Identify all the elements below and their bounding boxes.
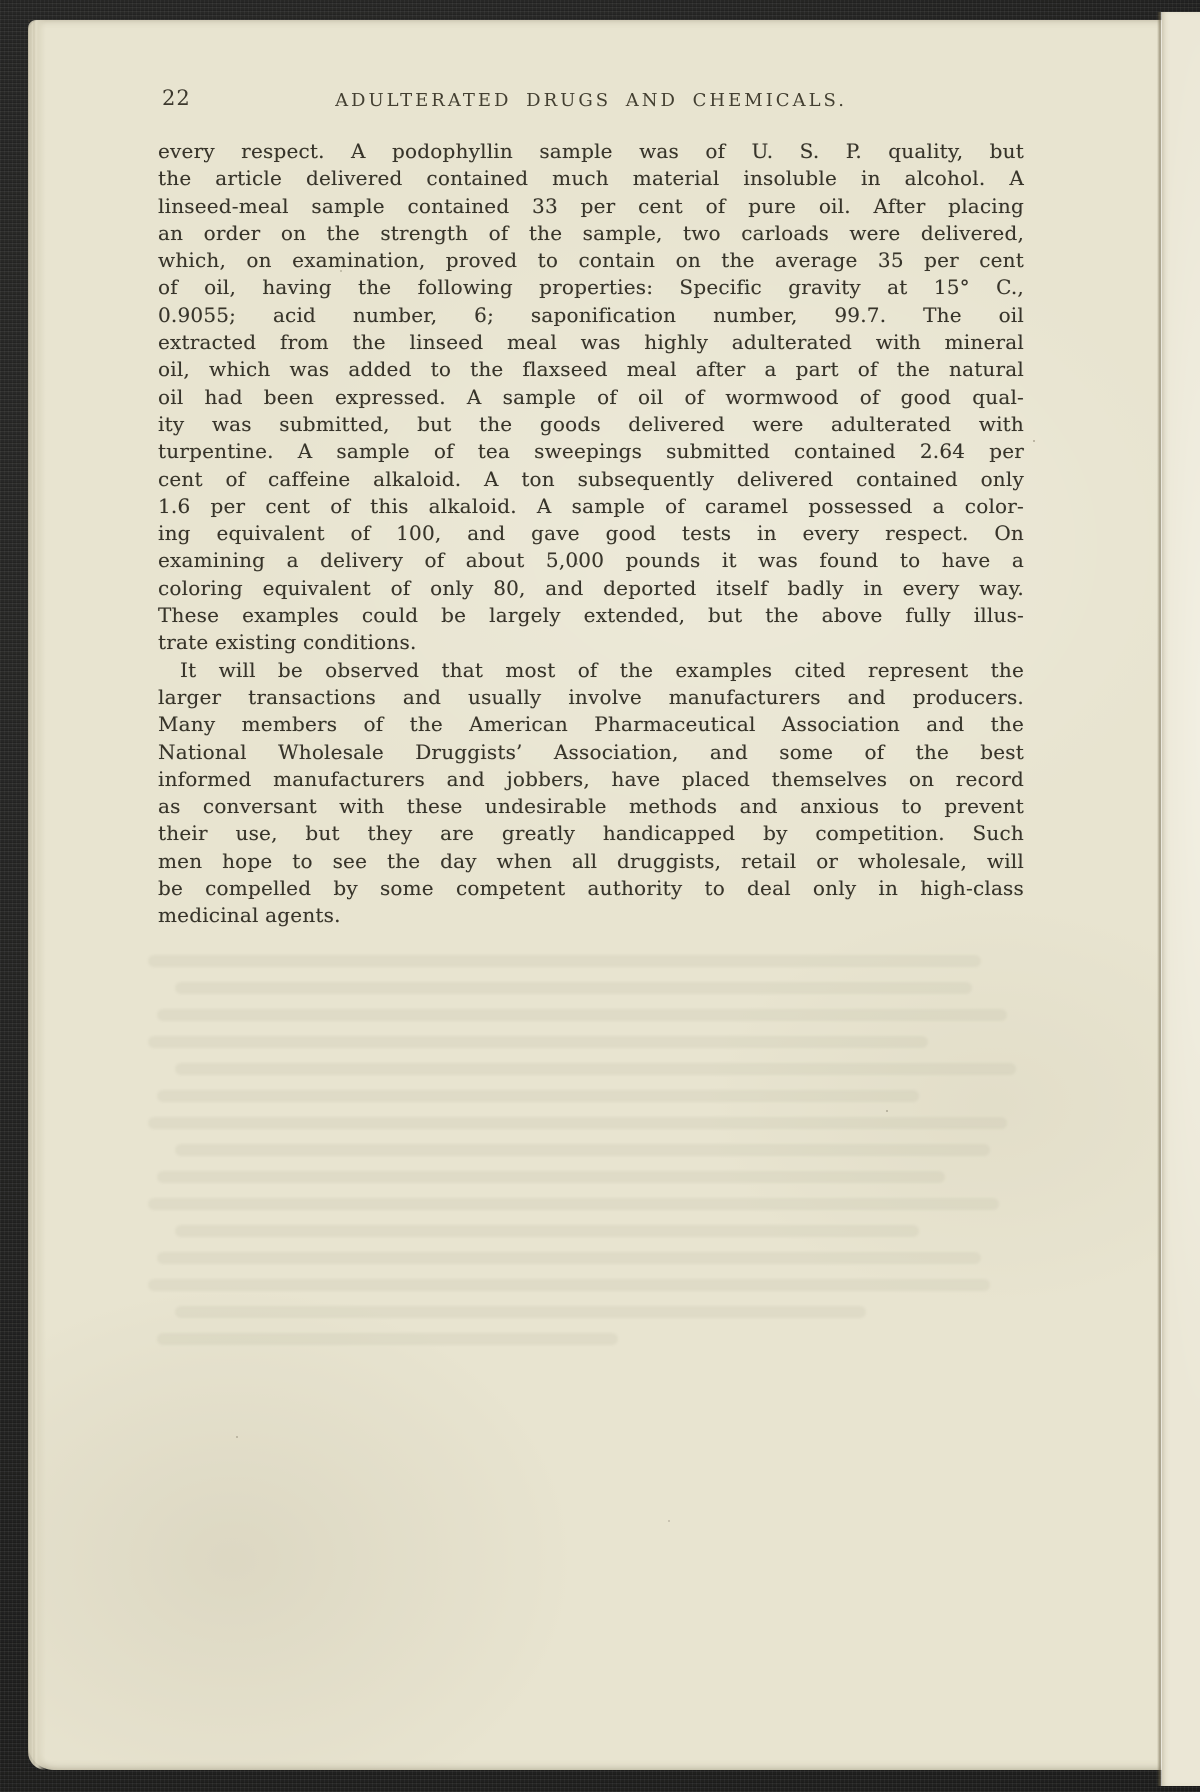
text-line: extracted from the linseed meal was highly adulterated with mineral bbox=[158, 330, 1024, 355]
ghost-text-row bbox=[175, 1063, 1017, 1075]
ghost-text-row bbox=[148, 1117, 1007, 1129]
ghost-text-row bbox=[148, 1036, 928, 1048]
page-body-text bbox=[158, 138, 1024, 930]
text-line: turpentine. A sample of tea sweepings submitted contained 2.64 per bbox=[158, 439, 1024, 464]
paragraph-1 bbox=[158, 138, 1024, 657]
text-line: be compelled by some competent authority to deal only in high-class bbox=[158, 876, 1024, 901]
paragraph-2 bbox=[158, 657, 1024, 930]
text-line: larger transactions and usually involve manufacturers and producers. bbox=[158, 684, 1024, 709]
ghost-text-row bbox=[157, 1333, 618, 1345]
ink-bleed-through bbox=[148, 955, 1034, 1375]
text-line: National Wholesale Druggists’ Association, and some of the best bbox=[158, 739, 1024, 764]
text-line: cent of caffeine alkaloid. A ton subsequently delivered contained only bbox=[158, 466, 1024, 491]
text-line: examining a delivery of about 5,000 pounds it was found to have a bbox=[158, 548, 1024, 573]
text-line: which, on examination, proved to contain on the average 35 per cent bbox=[158, 248, 1024, 273]
ghost-text-row bbox=[157, 1252, 981, 1264]
text-line: 0.9055; acid number, 6; saponification number, 99.7. The oil bbox=[158, 302, 1024, 327]
text-line: oil, which was added to the flaxseed meal after a part of the natural bbox=[158, 357, 1024, 382]
text-line: an order on the strength of the sample, two carloads were delivered, bbox=[158, 220, 1024, 245]
ghost-text-row bbox=[148, 1279, 990, 1291]
text-line: their use, but they are greatly handicapped by competition. Such bbox=[158, 821, 1024, 846]
ghost-text-row bbox=[175, 982, 972, 994]
page-number: 22 bbox=[162, 86, 191, 110]
book-page bbox=[28, 20, 1162, 1770]
text-line: men hope to see the day when all druggists, retail or wholesale, will bbox=[158, 848, 1024, 873]
ghost-text-row bbox=[157, 1090, 919, 1102]
text-line: These examples could be largely extended, but the above fully illus- bbox=[158, 603, 1024, 628]
facing-page-gutter bbox=[1162, 12, 1200, 1786]
ghost-text-row bbox=[175, 1144, 990, 1156]
ghost-text-row bbox=[157, 1171, 946, 1183]
text-line: as conversant with these undesirable methods and anxious to prevent bbox=[158, 794, 1024, 819]
text-line: 1.6 per cent of this alkaloid. A sample of caramel possessed a color- bbox=[158, 493, 1024, 518]
ghost-text-row bbox=[175, 1225, 919, 1237]
text-line: every respect. A podophyllin sample was of U. S. P. quality, but bbox=[158, 139, 1024, 163]
text-line: ity was submitted, but the goods delivered were adulterated with bbox=[158, 411, 1024, 436]
text-line: linseed-meal sample contained 33 per cent of pure oil. After placing bbox=[158, 193, 1024, 218]
text-line: Many members of the American Pharmaceutical Association and the bbox=[158, 712, 1024, 737]
text-line: oil had been expressed. A sample of oil of wormwood of good qual- bbox=[158, 384, 1024, 409]
text-line: informed manufacturers and jobbers, have placed themselves on record bbox=[158, 766, 1024, 791]
text-line: trate existing conditions. bbox=[158, 630, 417, 655]
ghost-text-row bbox=[157, 1009, 1008, 1021]
dust-speck bbox=[28, 20, 30, 22]
text-line: coloring equivalent of only 80, and deported itself badly in every way. bbox=[158, 575, 1024, 600]
text-line: medicinal agents. bbox=[158, 903, 341, 928]
page-edge-stack bbox=[28, 20, 46, 1770]
ghost-text-row bbox=[148, 1198, 999, 1210]
text-line: of oil, having the following properties: Specific gravity at 15° C., bbox=[158, 275, 1024, 300]
ghost-text-row bbox=[175, 1306, 866, 1318]
ghost-text-row bbox=[148, 955, 981, 967]
text-line: the article delivered contained much material insoluble in alcohol. A bbox=[158, 166, 1024, 191]
text-line: ing equivalent of 100, and gave good tests in every respect. On bbox=[158, 521, 1024, 546]
running-header: ADULTERATED DRUGS AND CHEMICALS. bbox=[335, 90, 847, 111]
text-line: It will be observed that most of the examples cited represent the bbox=[180, 657, 1024, 682]
